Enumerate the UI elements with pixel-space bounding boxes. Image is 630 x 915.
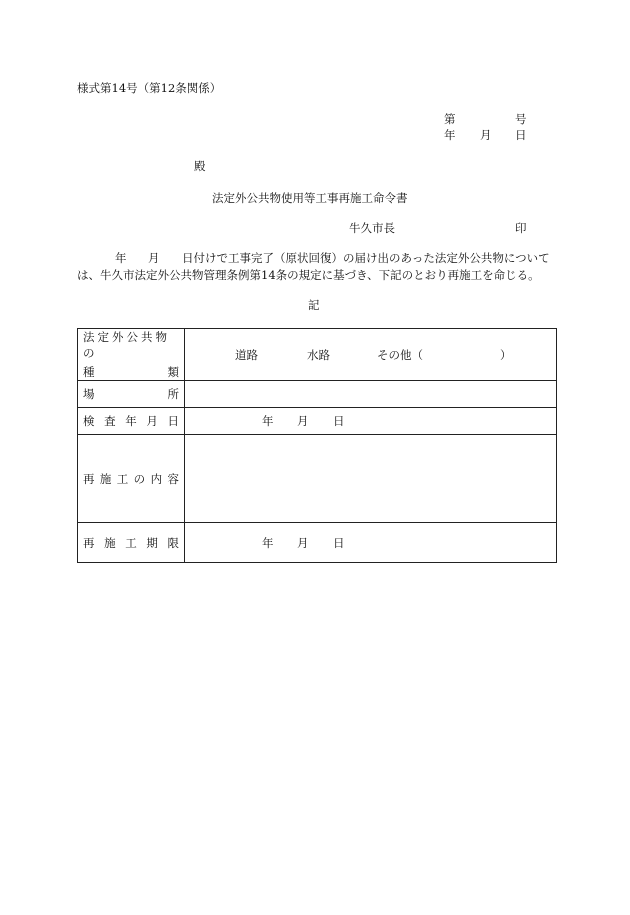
limit-month: 月 [297,535,309,550]
type-option-road[interactable]: 道路 [235,347,258,362]
content-label [78,435,185,523]
body-year: 年 [115,251,127,265]
note-heading: 記 [308,298,320,312]
limit-label-char: 期 [146,535,158,550]
table-row-place [78,381,557,408]
doc-number-suffix: 号 [515,112,527,126]
inspection-day: 日 [333,414,345,428]
inspection-label [78,408,185,435]
issuer-name: 牛久市長 [349,221,395,235]
order-table [77,328,557,563]
doc-number-prefix: 第 [444,112,456,126]
content-label-char: 内 [150,471,163,486]
addressee-honorific: 殿 [194,159,206,173]
content-label-char: 容 [167,471,179,486]
issuer-seal: 印 [515,221,527,235]
inspection-month: 月 [297,414,309,428]
inspection-date[interactable] [185,408,557,435]
limit-year: 年 [262,535,274,550]
date-year: 年 [444,128,456,142]
type-label [78,329,185,381]
body-month: 月 [148,251,160,265]
limit-date[interactable] [185,523,557,563]
table-row-content [78,435,557,523]
content-label-char: 工 [116,471,129,486]
limit-label [78,523,185,563]
content-label-char: の [133,471,146,486]
document-title: 法定外公共物使用等工事再施工命令書 [212,191,408,205]
content-label-char: 施 [99,471,112,486]
content-label-char: 再 [83,471,95,486]
type-option-other-close: ） [500,347,512,362]
inspection-label-char: 年 [125,414,137,428]
inspection-label-char: 日 [167,414,179,428]
type-option-other[interactable]: その他（ [377,347,423,362]
type-label-line1: 法定外公共物の [83,330,170,360]
type-option-waterway[interactable]: 水路 [307,347,330,362]
date-day: 日 [515,128,527,142]
place-label [78,381,185,408]
type-options[interactable] [185,329,557,381]
inspection-label-char: 査 [104,414,116,428]
place-label-char: 場 [83,387,95,401]
place-label-char: 所 [167,387,179,401]
limit-label-char: 施 [104,535,116,550]
limit-label-char: 工 [125,535,137,550]
body-line2: は、牛久市法定外公共物管理条例第14条の規定に基づき、下記のとおり再施工を命じる。 [77,268,540,282]
type-label-char: 類 [167,365,179,379]
inspection-label-char: 月 [146,414,158,428]
place-value[interactable] [185,381,557,408]
body-line1: 日付けで工事完了（原状回復）の届け出のあった法定外公共物について [182,251,550,265]
date-month: 月 [480,128,492,142]
table-row-inspection [78,408,557,435]
inspection-label-char: 検 [83,414,95,428]
form-number: 様式第14号（第12条関係） [77,81,222,95]
inspection-year: 年 [262,414,274,428]
content-value[interactable] [185,435,557,523]
limit-label-char: 限 [167,535,179,550]
table-row-limit [78,523,557,563]
limit-day: 日 [333,535,345,550]
type-label-char: 種 [83,365,95,379]
limit-label-char: 再 [83,535,95,550]
table-row-type [78,329,557,381]
